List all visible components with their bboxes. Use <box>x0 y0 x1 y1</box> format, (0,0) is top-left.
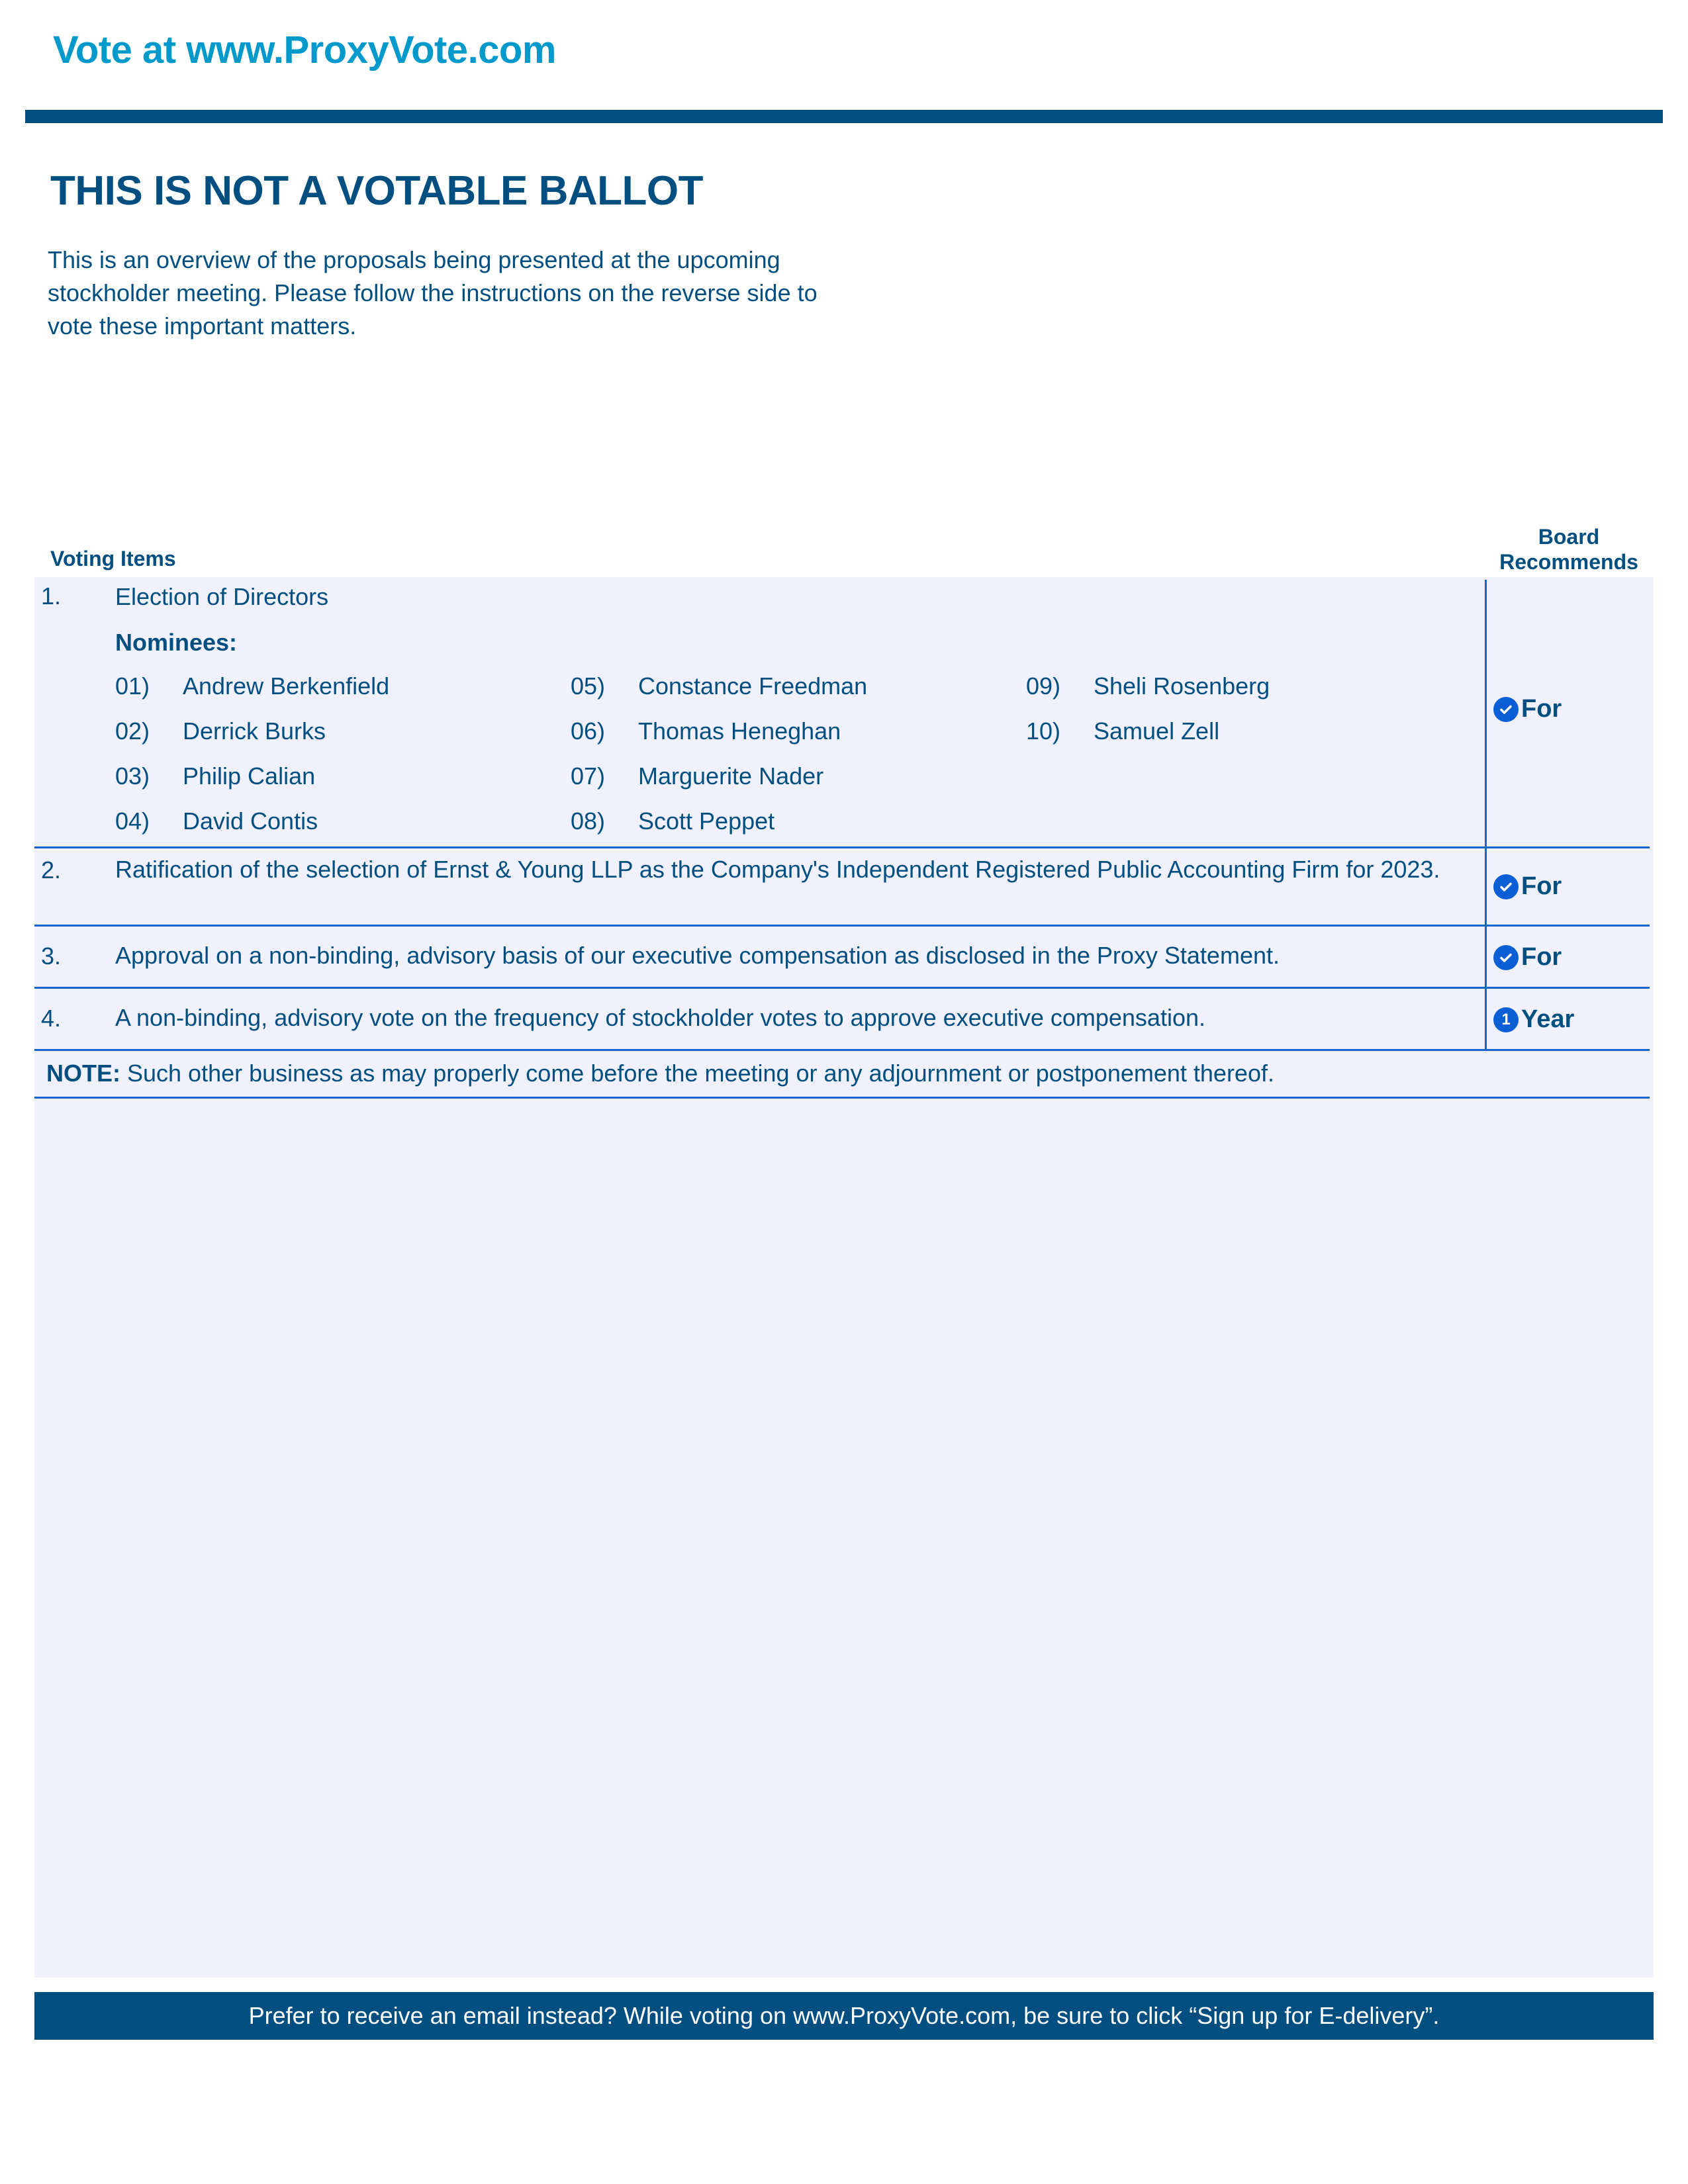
header-divider-bar <box>25 110 1663 123</box>
nominee-09: 09) Sheli Rosenberg <box>1026 672 1270 700</box>
voting-item-row-3 <box>34 927 1650 989</box>
board-recommendation: For <box>1493 695 1562 723</box>
nominee-02: 02) Derrick Burks <box>115 717 326 745</box>
column-header-board-recommends: Board Recommends <box>1499 525 1638 574</box>
board-recommendation: For <box>1493 943 1562 972</box>
check-circle-icon <box>1493 697 1519 722</box>
board-recommendation-cell <box>1485 580 1562 848</box>
item-text: Approval on a non-binding, advisory basis of our executive compensation as disclosed in the Proxy Statement. <box>115 942 1280 969</box>
nominee-01: 01) Andrew Berkenfield <box>115 672 390 700</box>
item-text: Ratification of the selection of Ernst & Young LLP as the Company's Independent Registered Public Accounting Firm for 2023. <box>115 856 1440 883</box>
nominee-06: 06) Thomas Heneghan <box>571 717 841 745</box>
item-text: A non-binding, advisory vote on the frequency of stockholder votes to approve executive compensation. <box>115 1004 1205 1031</box>
nominee-05: 05) Constance Freedman <box>571 672 868 700</box>
board-recommendation: 1 Year <box>1493 1005 1574 1034</box>
item-number: 2. <box>41 856 62 884</box>
voting-item-row-4 <box>34 989 1650 1051</box>
column-header-voting-items: Voting Items <box>50 547 176 570</box>
note-text: NOTE: Such other business as may properly come before the meeting or any adjournment or postponement thereof. <box>46 1060 1274 1087</box>
number-one-circle-icon: 1 <box>1493 1007 1519 1032</box>
footer-edelivery-banner: Prefer to receive an email instead? While voting on www.ProxyVote.com, be sure to click “Sign up for E-delivery”. <box>34 1992 1654 2040</box>
board-recommendation-cell <box>1485 927 1562 989</box>
board-recommendation: For <box>1493 872 1562 901</box>
item-number: 4. <box>41 1005 62 1032</box>
nominee-03: 03) Philip Calian <box>115 762 316 790</box>
voting-item-row-1 <box>34 577 1650 848</box>
board-recommendation-cell <box>1485 848 1562 927</box>
page-heading: THIS IS NOT A VOTABLE BALLOT <box>50 168 703 214</box>
check-circle-icon <box>1493 874 1519 899</box>
item-number: 1. <box>41 582 62 610</box>
item-text: Election of Directors <box>115 583 329 610</box>
note-label: NOTE: <box>46 1060 120 1087</box>
note-row <box>34 1051 1650 1099</box>
site-title: Vote at www.ProxyVote.com <box>53 28 556 71</box>
voting-item-row-2 <box>34 848 1650 927</box>
item-number: 3. <box>41 942 62 970</box>
intro-paragraph: This is an overview of the proposals being presented at the upcoming stockholder meeting. Please follow the instructions on the reverse side to vote these important matters. <box>48 246 818 340</box>
nominee-08: 08) Scott Peppet <box>571 807 775 835</box>
nominees-label: Nominees: <box>115 629 238 656</box>
nominee-04: 04) David Contis <box>115 807 318 835</box>
check-circle-icon <box>1493 945 1519 970</box>
nominee-10: 10) Samuel Zell <box>1026 717 1220 745</box>
nominee-07: 07) Marguerite Nader <box>571 762 824 790</box>
board-recommendation-cell <box>1485 989 1575 1051</box>
